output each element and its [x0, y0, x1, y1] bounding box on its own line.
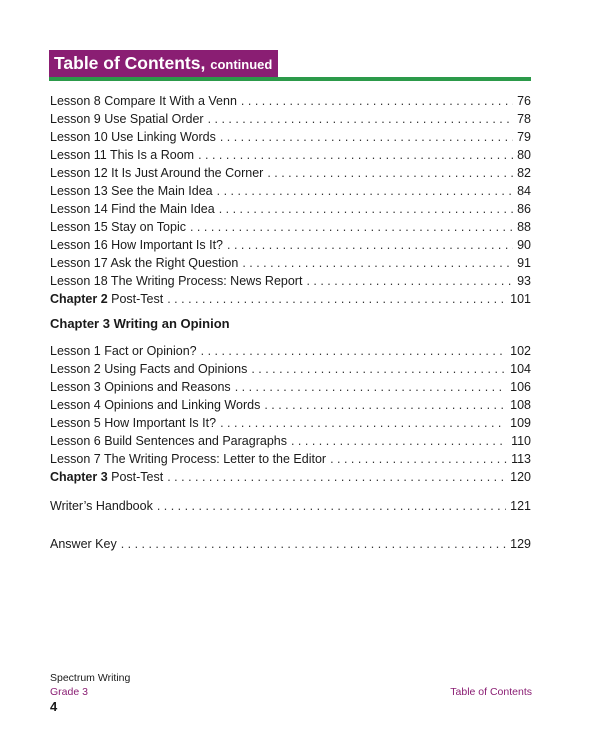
toc-entry[interactable]: Lesson 15 Stay on Topic . . . 88 [50, 218, 531, 236]
dot-leader [219, 200, 513, 218]
chapter3-heading: Chapter 3 Writing an Opinion [50, 316, 230, 331]
footer-section: Table of Contents [450, 686, 532, 698]
dot-leader [157, 497, 506, 515]
dot-leader [190, 218, 513, 236]
dot-leader [198, 146, 513, 164]
dot-leader [330, 450, 507, 468]
dot-leader [242, 254, 513, 272]
dot-leader [220, 128, 513, 146]
toc-entry-chapter3-posttest[interactable]: Chapter 3 Post-Test . . . 120 [50, 468, 531, 486]
dot-leader [235, 378, 506, 396]
section-title-banner [49, 50, 278, 77]
footer-publisher: Spectrum Writing [50, 672, 131, 684]
toc-chapter3-list [50, 342, 531, 486]
section-title: Table of Contents, [54, 53, 206, 73]
dot-leader [267, 164, 513, 182]
toc-entry[interactable]: Lesson 13 See the Main Idea . . . 84 [50, 182, 531, 200]
toc-entry[interactable]: Lesson 11 This Is a Room . . . 80 [50, 146, 531, 164]
dot-leader [264, 396, 506, 414]
dot-leader [306, 272, 513, 290]
dot-leader [291, 432, 507, 450]
dot-leader [251, 360, 506, 378]
toc-entry[interactable]: Lesson 1 Fact or Opinion? . . . 102 [50, 342, 531, 360]
toc-entry[interactable]: Lesson 5 How Important Is It? . . . 109 [50, 414, 531, 432]
dot-leader [208, 110, 514, 128]
toc-entry-chapter2-posttest[interactable]: Chapter 2 Post-Test . . . 101 [50, 290, 531, 308]
dot-leader [167, 468, 506, 486]
footer-grade: Grade 3 [50, 686, 88, 698]
page-number: 4 [50, 699, 58, 714]
toc-entry[interactable]: Lesson 12 It Is Just Around the Corner . . . 82 [50, 164, 531, 182]
toc-entry[interactable]: Lesson 7 The Writing Process: Letter to the Editor . . . 113 [50, 450, 531, 468]
toc-entry-answer-key[interactable]: Answer Key . . . 129 [50, 535, 531, 553]
dot-leader [167, 290, 506, 308]
toc-entry[interactable]: Lesson 2 Using Facts and Opinions . . . 104 [50, 360, 531, 378]
toc-entry[interactable]: Lesson 6 Build Sentences and Paragraphs . . . 110 [50, 432, 531, 450]
dot-leader [227, 236, 513, 254]
section-subtitle: continued [210, 57, 273, 72]
toc-entry[interactable]: Lesson 10 Use Linking Words . . . 79 [50, 128, 531, 146]
toc-entry[interactable]: Lesson 16 How Important Is It? . . . 90 [50, 236, 531, 254]
dot-leader [220, 414, 506, 432]
toc-entry[interactable]: Lesson 14 Find the Main Idea . . . 86 [50, 200, 531, 218]
header-divider [49, 77, 531, 81]
dot-leader [241, 92, 513, 110]
toc-chapter2-list [50, 92, 531, 308]
toc-entry[interactable]: Lesson 17 Ask the Right Question . . . 91 [50, 254, 531, 272]
dot-leader [217, 182, 513, 200]
toc-entry-handbook[interactable]: Writer’s Handbook . . . 121 [50, 497, 531, 515]
toc-entry[interactable]: Lesson 8 Compare It With a Venn . . . 76 [50, 92, 531, 110]
toc-handbook-list [50, 497, 531, 515]
toc-entry[interactable]: Lesson 18 The Writing Process: News Report . . . 93 [50, 272, 531, 290]
toc-entry[interactable]: Lesson 9 Use Spatial Order . . . 78 [50, 110, 531, 128]
dot-leader [121, 535, 506, 553]
toc-entry[interactable]: Lesson 3 Opinions and Reasons . . . 106 [50, 378, 531, 396]
toc-answer-key-list [50, 535, 531, 553]
dot-leader [201, 342, 507, 360]
toc-entry[interactable]: Lesson 4 Opinions and Linking Words . . . 108 [50, 396, 531, 414]
